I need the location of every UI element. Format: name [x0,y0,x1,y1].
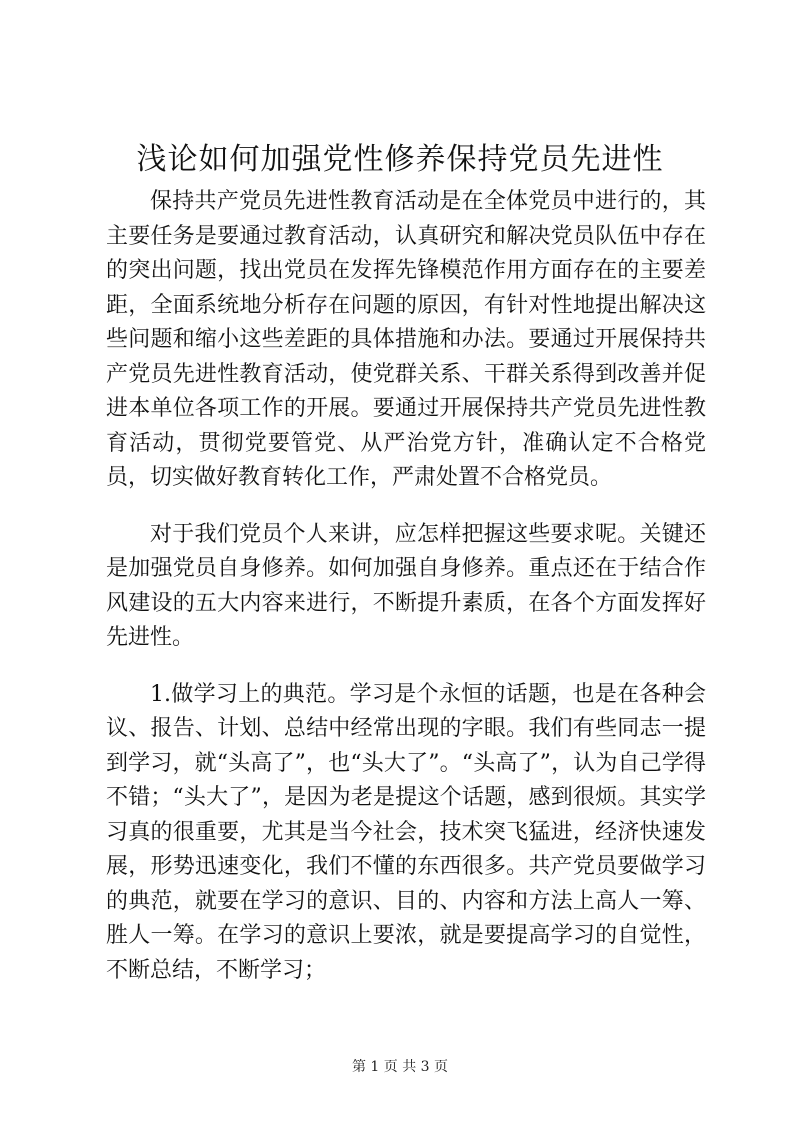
document-body [106,185,706,988]
paragraph-2: 对于我们党员个人来讲，应怎样把握这些要求呢。关键还是加强党员自身修养。如何加强自身修养。重点还在于结合作风建设的五大内容来进行，不断提升素质，在各个方面发挥好先进性。 [106,521,706,650]
paragraph-1: 保持共产党员先进性教育活动是在全体党员中进行的，其主要任务是要通过教育活动，认真研究和解决党员队伍中存在的突出问题，找出党员在发挥先锋模范作用方面存在的主要差距，全面系统地分析存在问题的原因，有针对性地提出解决这些问题和缩小这些差距的具体措施和办法。要通过开展保持共产党员先进性教育活动，使党群关系、干群关系得到改善并促进本单位各项工作的开展。要通过开展保持共产党员先进性教育活动，贯彻党要管党、从严治党方针，准确认定不合格党员，切实做好教育转化工作，严肃处置不合格党员。 [106,189,706,490]
page-footer: 第 1 页 共 3 页 [351,1059,449,1075]
paragraph-3: 1.做学习上的典范。学习是个永恒的话题，也是在各种会议、报告、计划、总结中经常出现的字眼。我们有些同志一提到学习，就“头高了”，也“头大了”。“头高了”，认为自己学得不错；“头大了”，是因为老是提这个话题，感到很烦。其实学习真的很重要，尤其是当今社会，技术突飞猛进，经济快速发展，形势迅速变化，我们不懂的东西很多。共产党员要做学习的典范，就要在学习的意识、目的、内容和方法上高人一筹、胜人一筹。在学习的意识上要浓，就是要提高学习的自觉性，不断总结，不断学习； [106,681,706,983]
document-title: 浅论如何加强党性修养保持党员先进性 [136,142,664,177]
